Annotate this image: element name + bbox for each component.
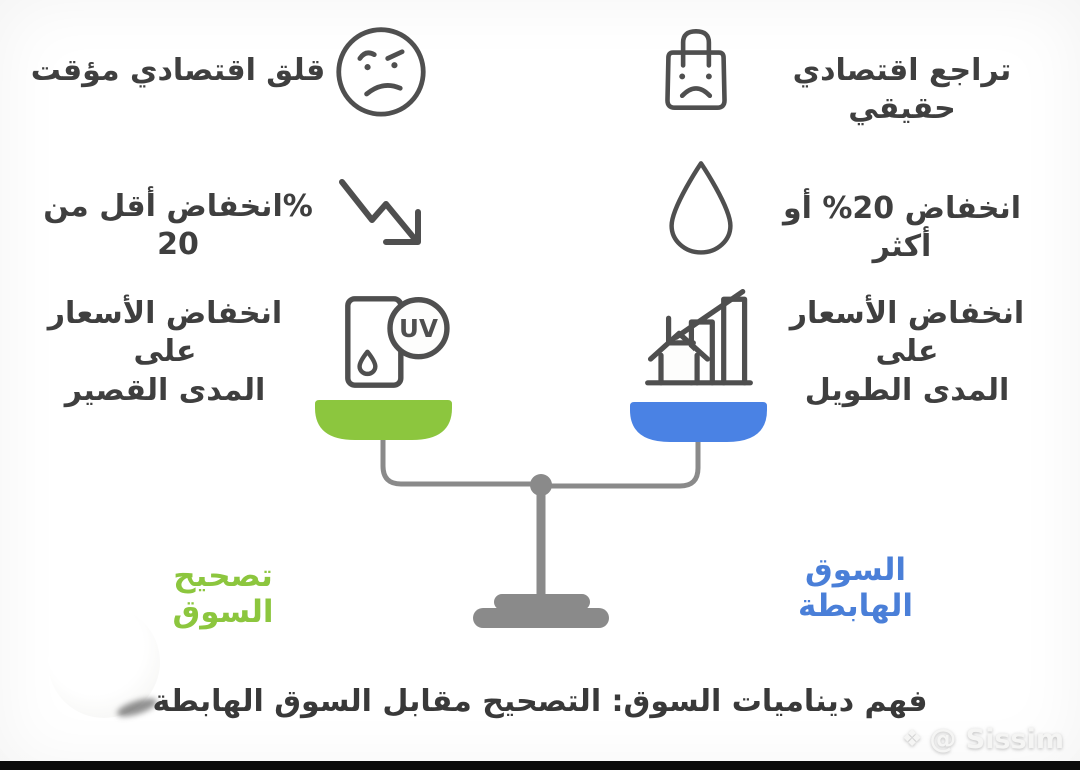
left-row3-text: [20, 295, 310, 410]
watermark: [902, 724, 1064, 755]
scale-left-pan: [315, 400, 452, 440]
right-row3-line2: المدى الطويل: [804, 372, 1010, 408]
diamond-cluster-icon: ❖: [901, 726, 923, 752]
house-chart-decline-icon: [642, 284, 756, 398]
left-row1-text: قلق اقتصادي مؤقت: [30, 53, 326, 88]
right-row1-text: تراجع اقتصادي حقيقي: [792, 53, 1012, 127]
scale-left-arm: [383, 440, 541, 484]
bottom-black-bar: [0, 761, 1080, 770]
right-row3-line1: انخفاض الأسعار على: [789, 296, 1025, 370]
page-title: فهم ديناميات السوق: التصحيح مقابل السوق الهابطة: [152, 684, 928, 719]
left-row2-text: %انخفاض أقل من 20: [43, 189, 313, 263]
scale-base-bottom: [473, 608, 609, 628]
scale-right-pan: [630, 402, 767, 442]
sad-shopping-bag-icon: [650, 22, 742, 118]
balance-scale-icon: [270, 392, 810, 642]
left-row3-line2: المدى القصير: [64, 372, 266, 408]
water-drop-icon: [660, 158, 742, 256]
scale-pole: [537, 485, 546, 597]
confused-face-icon: [333, 22, 429, 118]
scale-base-top: [494, 594, 590, 610]
right-side-label: السوق الهابطة: [797, 552, 913, 624]
scale-right-arm: [541, 442, 698, 486]
svg-text:UV: UV: [399, 314, 438, 344]
uv-lotion-icon: [332, 287, 450, 393]
watermark-text: @ Sissim: [929, 724, 1064, 755]
left-side-label: تصحيح السوق: [172, 558, 274, 630]
right-row2-text: انخفاض 20% أو أكثر: [782, 191, 1021, 265]
zigzag-down-arrow-icon: [336, 176, 436, 254]
left-row3-line1: انخفاض الأسعار على: [47, 296, 283, 370]
